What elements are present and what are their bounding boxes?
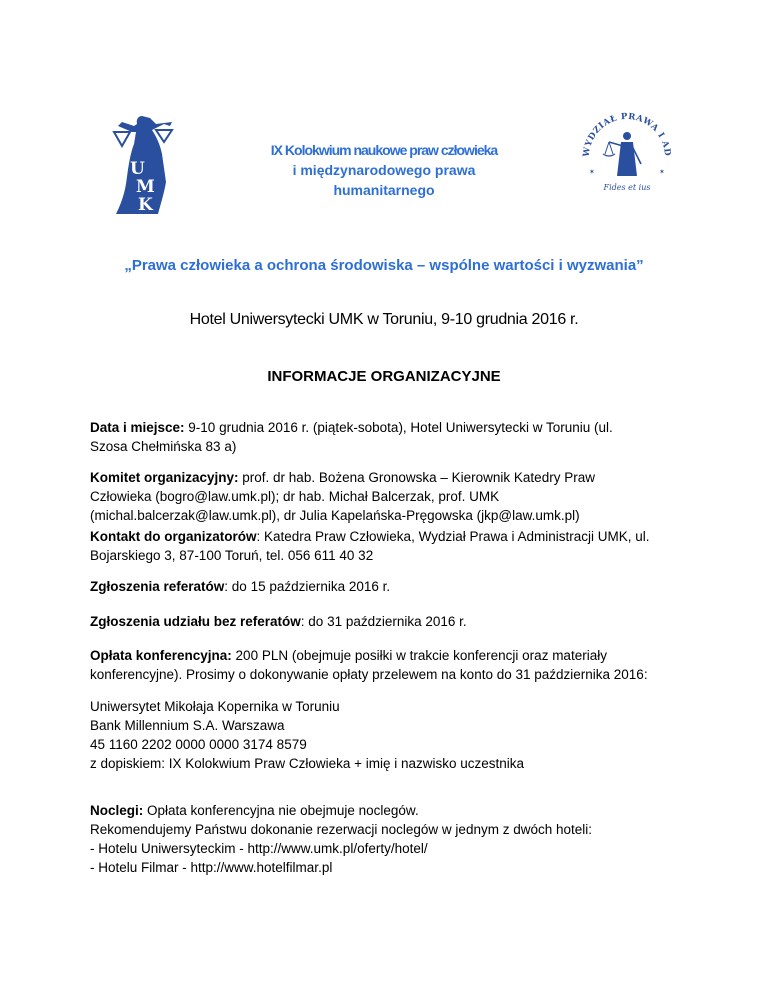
lodging-hotel-1: - Hotelu Uniwersyteckim - http://www.umk.pl/oferty/hotel/ [90,841,428,856]
title-line-1: IX Kolokwium naukowe praw człowieka [270,142,498,158]
fee-text-2: konferencyjne). Prosimy o dokonywanie opłaty przelewem na konto do 31 października 2016: [90,667,648,682]
section-heading: INFORMACJE ORGANIZACYJNE [267,368,501,385]
participation-deadline [90,612,690,631]
umk-logo [112,114,174,216]
lodging-label: Noclegi: [90,803,144,818]
bank-line-1: Uniwersytet Mikołaja Kopernika w Toruniu [90,699,340,714]
fee-paragraph [90,646,690,684]
title-line-3: humanitarnego [333,182,435,198]
svg-text:M: M [136,177,155,197]
venue-line: Hotel Uniwersytecki UMK w Toruniu, 9-10 grudnia 2016 r. [189,311,579,328]
lodging-text-1: Opłata konferencyjna nie obejmuje noclegów. [143,803,419,818]
contact-label: Kontakt do organizatorów [90,529,257,544]
committee-text-1: prof. dr hab. Bożena Gronowska – Kierownik Katedry Praw [238,470,595,485]
svg-text:✶: ✶ [589,169,595,176]
papers-label: Zgłoszenia referatów [90,579,225,594]
lodging-paragraph [90,801,690,877]
committee-text-3: (michal.balcerzak@law.umk.pl), dr Julia Kapelańska-Pręgowska (jkp@law.umk.pl) [90,508,580,523]
committee-label: Komitet organizacyjny: [90,470,239,485]
contact-text-1: : Katedra Praw Człowieka, Wydział Prawa i Administracji UMK, ul. [256,529,650,544]
fee-text-1: 200 PLN (obejmuje posiłki w trakcie konferencji oraz materiały [231,648,607,663]
committee-paragraph [90,468,690,525]
bank-line-2: Bank Millennium S.A. Warszawa [90,718,285,733]
participation-text: : do 31 października 2016 r. [300,614,467,629]
bank-details [90,697,690,773]
svg-text:U: U [130,159,145,179]
svg-text:K: K [138,195,153,215]
lodging-hotel-2: - Hotelu Filmar - http://www.hotelfilmar.pl [90,860,333,875]
seal-motto: Fides et ius [603,183,651,192]
participation-label: Zgłoszenia udziału bez referatów [90,614,301,629]
date-place-text-2: Szosa Chełmińska 83 a) [90,439,237,454]
bank-line-4: z dopiskiem: IX Kolokwium Praw Człowieka + imię i nazwisko uczestnika [90,756,525,771]
bank-account-number: 45 1160 2202 0000 0000 3174 8579 [90,737,307,752]
papers-text: : do 15 października 2016 r. [224,579,391,594]
fee-label: Opłata konferencyjna: [90,648,232,663]
svg-text:✶: ✶ [659,169,665,176]
seal-ring-text: WYDZIAŁ PRAWA I AD [581,111,673,158]
date-place-label: Data i miejsce: [90,420,185,435]
lodging-text-2: Rekomendujemy Państwu dokonanie rezerwacji noclegów w jednym z dwóch hoteli: [90,822,593,837]
date-place-text-1: 9-10 grudnia 2016 r. (piątek-sobota), Hotel Uniwersytecki w Toruniu (ul. [184,420,613,435]
contact-paragraph [90,527,690,565]
papers-deadline [90,577,690,596]
faculty-seal-logo [577,102,677,202]
committee-text-2: Człowieka (bogro@law.umk.pl); dr hab. Michał Balcerzak, prof. UMK [90,489,500,504]
conference-subtitle: „Prawa człowieka a ochrona środowiska – wspólne wartości i wyzwania” [124,257,644,274]
colloquium-title [200,140,568,200]
contact-text-2: Bojarskiego 3, 87-100 Toruń, tel. 056 611 40 32 [90,548,374,563]
date-place-paragraph [90,418,690,456]
title-line-2: i międzynarodowego prawa [292,162,476,178]
